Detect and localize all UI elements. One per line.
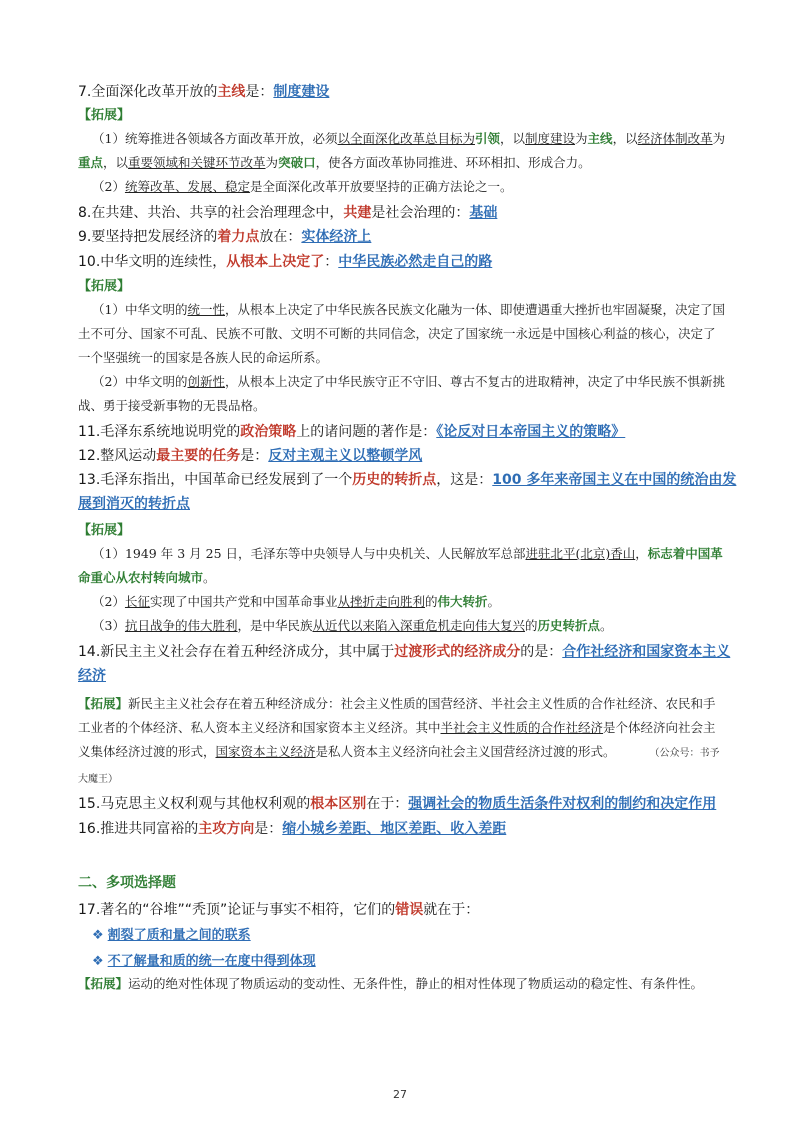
extension-paragraph: 【拓展】运动的绝对性体现了物质运动的变动性、无条件性，静止的相对性体现了物质运动的稳定性、有条件性。 — [78, 976, 704, 991]
key-term: 共建 — [343, 205, 372, 221]
key-term: 着力点 — [217, 229, 260, 245]
extension-paragraph: （2）统筹改革、发展、稳定是全面深化改革开放要坚持的正确方法论之一。 — [92, 179, 513, 194]
question-13: 13.毛泽东指出，中国革命已经发展到了一个历史的转折点，这是：100 多年来帝国主义在中国的统治由发展到消灭的转折点 — [78, 472, 737, 512]
question-16: 16.推进共同富裕的主攻方向是：缩小城乡差距、地区差距、收入差距 — [78, 821, 507, 837]
section-heading: 二、多项选择题 — [78, 875, 176, 891]
extension-paragraph: （1）统筹推进各领域各方面改革开放，必须以全面深化改革总目标为引领，以制度建设为主线，以经济体制改革为重点，以重要领域和关键环节改革为突破口，使各方面改革协同推进、环环相扣、形成合力。 — [78, 131, 726, 170]
key-term: 最主要的任务 — [156, 448, 241, 464]
question-12: 12.整风运动最主要的任务是：反对主观主义以整顿学风 — [78, 448, 423, 464]
extension-paragraph: （2）长征实现了中国共产党和中国革命事业从挫折走向胜利的伟大转折。 — [92, 594, 501, 609]
answer-option: ❖ 割裂了质和量之间的联系 — [92, 928, 251, 943]
extension-label: 【拓展】 — [78, 976, 129, 991]
question-17: 17.著名的“谷堆”“秃顶”论证与事实不相符，它们的错误就在于： — [78, 902, 480, 918]
key-term: 过渡形式的经济成分 — [394, 644, 521, 660]
extension-label: 【拓展】 — [78, 523, 131, 538]
answer-option: ❖ 不了解量和质的统一在度中得到体现 — [92, 954, 316, 969]
answer-text: 制度建设 — [273, 84, 330, 100]
key-term: 错误 — [395, 902, 424, 918]
question-14: 14.新民主主义社会存在着五种经济成分，其中属于过渡形式的经济成分的是：合作社经济和国家资本主义经济 — [78, 644, 731, 684]
question-8: 8.在共建、共治、共享的社会治理理念中，共建是社会治理的：基础 — [78, 205, 498, 221]
question-text: 是： — [245, 84, 274, 100]
key-term: 政治策略 — [240, 424, 297, 440]
source-note: （公众号：书予大魔王） — [78, 748, 720, 785]
answer-text: 中华民族必然走自己的路 — [338, 254, 493, 270]
answer-text: 缩小城乡差距、地区差距、收入差距 — [282, 821, 507, 837]
answer-text: 基础 — [469, 205, 498, 221]
extension-paragraph: （2）中华文明的创新性，从根本上决定了中华民族守正不守旧、尊古不复古的进取精神，决定了中华民族不惧新挑战、勇于接受新事物的无畏品格。 — [78, 374, 725, 413]
answer-text: 100 多年来帝国主义在中国的统治由发展到消灭的转折点 — [78, 472, 737, 512]
diamond-bullet-icon: ❖ — [92, 954, 104, 969]
question-11: 11.毛泽东系统地说明党的政治策略上的诸问题的著作是：《论反对日本帝国主义的策略》 — [78, 424, 626, 440]
extension-label: 【拓展】 — [78, 279, 131, 294]
question-text: 7.全面深化改革开放的 — [78, 84, 218, 100]
extension-paragraph: （1）1949 年 3 月 25 日，毛泽东等中央领导人与中央机关、人民解放军总部进驻北平(北京)香山，标志着中国革命重心从农村转向城市。 — [78, 546, 723, 585]
extension-label: 【拓展】 — [78, 108, 131, 123]
key-term: 从根本上决定了 — [226, 254, 325, 270]
answer-text: 《论反对日本帝国主义的策略》 — [436, 424, 626, 440]
extension-label: 【拓展】 — [78, 696, 129, 711]
diamond-bullet-icon: ❖ — [92, 928, 104, 943]
question-7 — [78, 80, 329, 104]
page-number: 27 — [393, 1088, 407, 1101]
answer-text: 强调社会的物质生活条件对权利的制约和决定作用 — [408, 796, 717, 812]
extension-paragraph: （3）抗日战争的伟大胜利，是中华民族从近代以来陷入深重危机走向伟大复兴的历史转折点。 — [92, 618, 613, 633]
question-10: 10.中华文明的连续性，从根本上决定了：中华民族必然走自己的路 — [78, 254, 493, 270]
question-9: 9.要坚持把发展经济的着力点放在：实体经济上 — [78, 229, 372, 245]
key-term: 主线 — [217, 84, 246, 100]
extension-paragraph: （1）中华文明的统一性，从根本上决定了中华民族各民族文化融为一体、即使遭遇重大挫折也牢固凝聚，决定了国土不可分、国家不可乱、民族不可散、文明不可断的共同信念，决定了国家统一永远是中国核心利益的核心，决定了一个坚强统一的国家是各族人民的命运所系。 — [78, 302, 725, 365]
key-term: 历史的转折点 — [352, 472, 437, 488]
question-15: 15.马克思主义权利观与其他权利观的根本区别在于：强调社会的物质生活条件对权利的制约和决定作用 — [78, 796, 717, 812]
answer-text: 实体经济上 — [301, 229, 372, 245]
key-term: 根本区别 — [310, 796, 367, 812]
extension-paragraph: 【拓展】新民主主义社会存在着五种经济成分：社会主义性质的国营经济、半社会主义性质的合作社经济、农民和手工业者的个体经济、私人资本主义经济和国家资本主义经济。其中半社会主义性质的合作社经济是个体经济向社会主义集体经济过渡的形式，国家资本主义经济是私人资本主义经济向社会主义国营经济过渡的形式。 （公众号：书予大魔王） — [78, 696, 720, 785]
answer-text: 反对主观主义以整顿学风 — [268, 448, 423, 464]
key-term: 主攻方向 — [198, 821, 255, 837]
answer-text: 合作社经济和国家资本主义经济 — [78, 644, 731, 684]
